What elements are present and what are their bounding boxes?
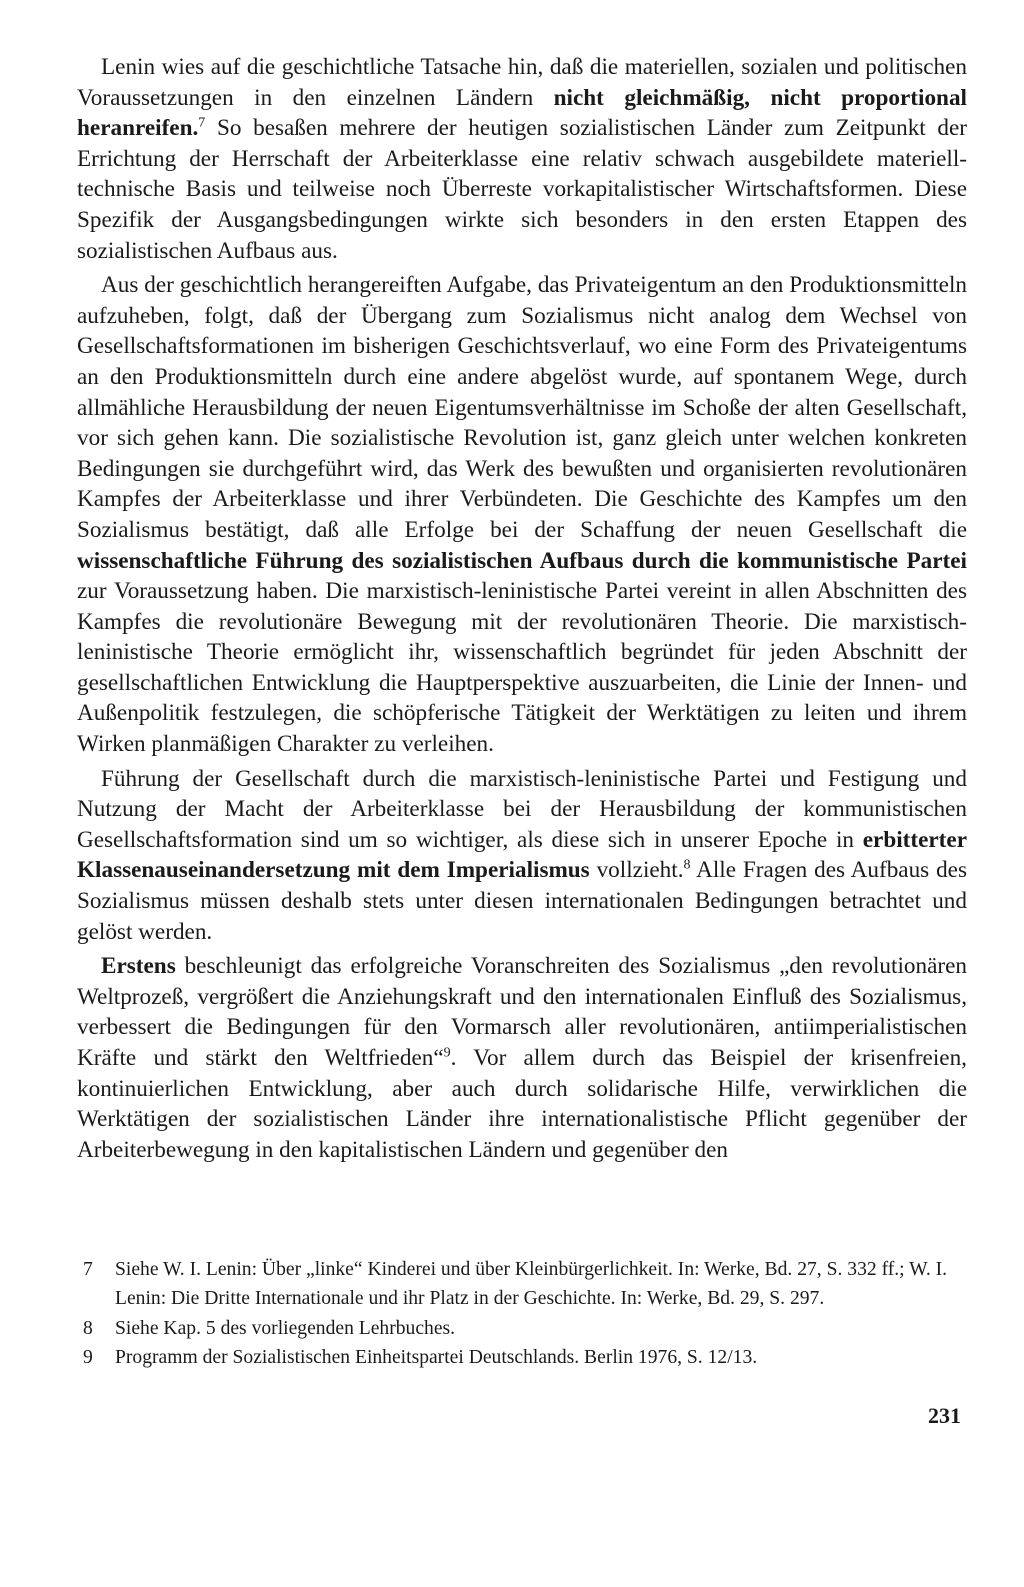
paragraph-text: So besaßen mehrere der heutigen sozialistischen Länder zum Zeitpunkt der Errichtung der Herrschaft der Arbeiterklasse eine relativ schwach ausgebildete materiell-technische Basis und teilweise noch Überreste vorkapitalistischer Wirtschaftsformen. Diese Spezifik der Ausgangsbedingungen wirkte sich besonders in den ersten Etappen des sozialistischen Aufbaus aus.	[77, 115, 967, 264]
footnote-text: Siehe W. I. Lenin: Über „linke“ Kinderei und über Kleinbürgerlichkeit. In: Werke, Bd. 27, S. 332 ff.; W. I. Lenin: Die Dritte Internationale und ihr Platz in der Geschichte. In: Werke, Bd. 29, S. 297.	[115, 1259, 948, 1310]
footnote-ref: 8	[683, 857, 691, 873]
emphasis-text: nicht gleichmäßig, nicht proportional heranreifen.	[77, 84, 967, 142]
paragraph-text: vollzieht.	[589, 857, 684, 884]
footnote	[83, 1314, 973, 1343]
page-number: 231	[928, 1403, 961, 1428]
paragraph	[77, 764, 967, 948]
paragraph	[77, 951, 967, 1165]
emphasis-text: erbitterter Klassenauseinandersetzung mit dem Imperialismus	[77, 826, 967, 884]
paragraph-text: beschleunigt das erfolgreiche Voranschreiten des Sozialismus „den revolutionären Weltprozeß, vergrößert die Anziehungskraft und den internationalen Einfluß des Sozialismus, verbessert die Bedingungen für den Vormarsch aller revolutionären, antiimperialistischen Kräfte und stärkt den Weltfrieden“	[77, 953, 967, 1071]
footnote-text: Programm der Sozialistischen Einheitspartei Deutschlands. Berlin 1976, S. 12/13.	[115, 1347, 758, 1369]
paragraph-text: Aus der geschichtlich herangereiften Aufgabe, das Privateigentum an den Produktionsmitteln aufzuheben, folgt, daß der Übergang zum Sozialismus nicht analog dem Wechsel von Gesellschaftsformationen im bisherigen Geschichtsverlauf, wo eine Form des Privateigentums an den Produktionsmitteln durch eine andere abgelöst wurde, auf spontanem Wege, durch allmähliche Herausbildung der neuen Eigentumsverhältnisse im Schoße der alten Gesellschaft, vor sich gehen kann. Die sozialistische Revolution ist, ganz gleich unter welchen konkreten Bedingungen sie durchgeführt wird, das Werk des bewußten und organisierten revolutionären Kampfes der Arbeiterklasse und ihrer Verbündeten. Die Geschichte des Kampfes um den Sozialismus bestätigt, daß alle Erfolge bei der Schaffung der neuen Gesellschaft die	[77, 272, 967, 543]
paragraph-text: . Vor allem durch das Beispiel der krisenfreien, kontinuierlichen Entwicklung, aber auch durch solidarische Hilfe, verwirklichen die Werktätigen der sozialistischen Länder ihre internationalistische Pflicht gegenüber der Arbeiterbewegung in den kapitalistischen Ländern und gegenüber den	[77, 1045, 967, 1163]
footnote-number: 8	[83, 1317, 93, 1339]
paragraph-text: zur Voraussetzung haben. Die marxistisch-leninistische Partei vereint in allen Abschnitten des Kampfes die revolutionäre Bewegung mit der revolutionären Theorie. Die marxistisch-leninistische Theorie ermöglicht ihr, wissenschaftlich begründet für jeden Abschnitt der gesellschaftlichen Entwicklung die Hauptperspektive auszuarbeiten, die Linie der Innen- und Außenpolitik festzulegen, die schöpferische Tätigkeit der Werktätigen zu leiten und ihrem Wirken planmäßigen Charakter zu verleihen.	[77, 578, 967, 758]
footnote-number: 7	[83, 1259, 93, 1280]
emphasis-text: Erstens	[101, 953, 176, 980]
footnote	[83, 1343, 973, 1372]
footnotes	[83, 1255, 973, 1373]
emphasis-text: wissenschaftliche Führung des sozialistischen Aufbaus durch die kommunistische Partei	[77, 547, 967, 574]
footnote-number: 9	[83, 1347, 93, 1369]
paragraph-text: Lenin wies auf die geschichtliche Tatsache hin, daß die materiellen, sozialen und politischen Voraussetzungen in den einzelnen Ländern	[77, 54, 967, 111]
body-text	[77, 52, 967, 1169]
footnote-ref: 9	[443, 1045, 451, 1061]
paragraph-text: Führung der Gesellschaft durch die marxistisch-leninistische Partei und Festigung und Nutzung der Macht der Arbeiterklasse bei der Herausbildung der kommunistischen Gesellschaftsformation sind um so wichtiger, als diese sich in unserer Epoche in	[77, 765, 967, 853]
footnote	[83, 1255, 973, 1314]
footnote-text: Siehe Kap. 5 des vorliegenden Lehrbuches.	[115, 1317, 456, 1339]
paragraph	[77, 52, 967, 266]
paragraph	[77, 270, 967, 760]
paragraph-text: Alle Fragen des Aufbaus des Sozialismus müssen deshalb stets unter diesen internationalen Bedingungen betrachtet und gelöst werden.	[77, 857, 967, 945]
footnote-ref: 7	[198, 115, 206, 131]
